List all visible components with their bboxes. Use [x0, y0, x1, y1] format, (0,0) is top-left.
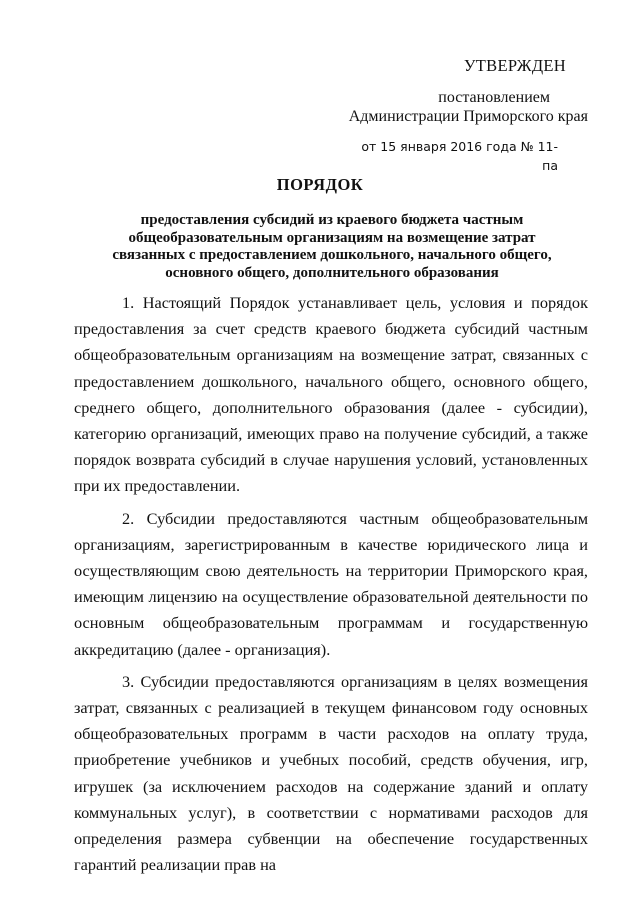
administration-label: Администрации Приморского края [348, 108, 588, 125]
document-subtitle: предоставления субсидий из краевого бюджета частным общеобразовательным организациям на возмещение затрат связанных с предоставлением дошкольного, начального общего, основного общего, дополнительного образования [112, 212, 552, 281]
approved-label: УТВЕРЖДЕН [463, 56, 566, 75]
decree-label: постановлением [438, 89, 550, 106]
paragraph-3: 3. Субсидии предоставляются организациям в целях возмещения затрат, связанных с реализацией в текущем финансовом году основных общеобразовательных программ в части расходов на оплату труда, приобретение учебников и учебных пособий, средств обучения, игр, игрушек (за исключением расходов на содержание зданий и оплату коммунальных услуг), в соответствии с нормативами расходов для определения размера субвенции на обеспечение государственных гарантий реализации прав на [74, 671, 588, 875]
approval-block [348, 56, 588, 175]
paragraph-1: 1. Настоящий Порядок устанавливает цель, условия и порядок предоставления за счет средств краевого бюджета субсидий частным общеобразовательным организациям на возмещение затрат, связанных с предоставлением дошкольного, начального общего, основного общего, среднего общего, дополнительного образования (далее - субсидии), категорию организаций, имеющих право на получение субсидий, а также порядок возврата субсидий в случае нарушения условий, установленных при их предоставлении. [74, 293, 588, 496]
paragraph-2: 2. Субсидии предоставляются частным общеобразовательным организациям, зарегистрированным в качестве юридического лица и осуществляющим свою деятельность на территории Приморского края, имеющим лицензию на осуществление образовательной деятельности по основным общеобразовательным программам и государственную аккредитацию (далее - организация). [74, 508, 588, 659]
decree-date-line: от 15 января 2016 года № 11-па [361, 139, 558, 173]
document-body [74, 290, 588, 878]
document-title: ПОРЯДОК [276, 175, 364, 194]
